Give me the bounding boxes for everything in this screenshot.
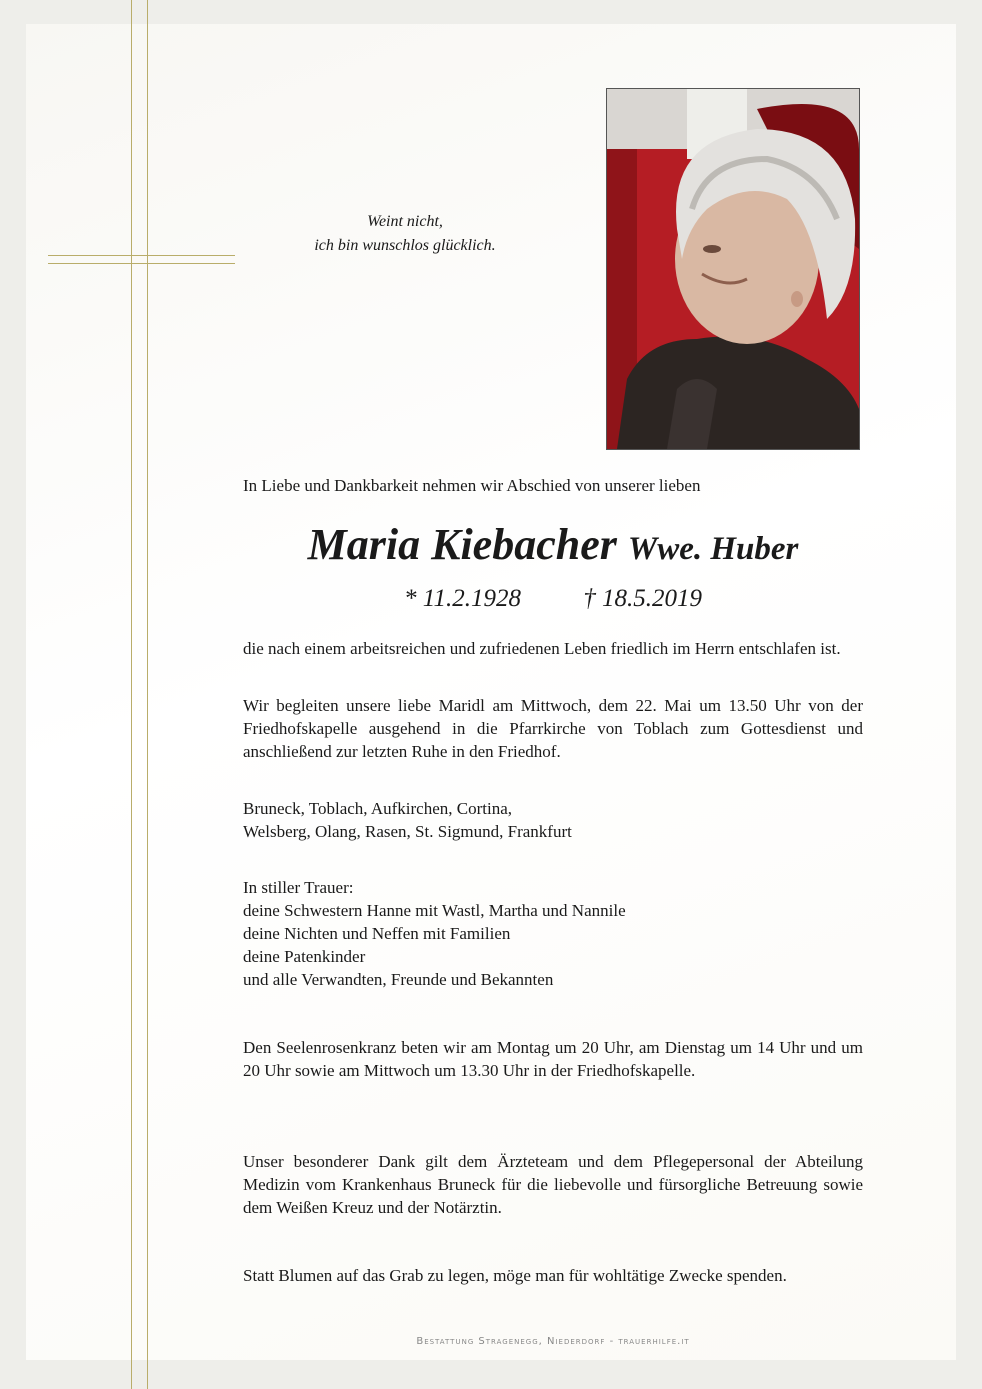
deceased-full-name: Maria Kiebacher [307, 520, 617, 569]
deceased-name [243, 517, 863, 577]
places-line: Welsberg, Olang, Rasen, St. Sigmund, Frankfurt [243, 822, 572, 841]
cross-intersection [132, 256, 147, 263]
portrait-image [607, 89, 859, 449]
deceased-name-suffix: Wwe. Huber [627, 531, 799, 567]
motto-line: Weint nicht, [367, 213, 443, 230]
footer-credit: Bestattung Stragenegg, Niederdorf - trauerhilfe.it [416, 1336, 690, 1347]
birth-date: * 11.2.1928 [404, 585, 521, 612]
mourners-line: und alle Verwandten, Freunde und Bekannten [243, 970, 554, 989]
portrait-photo [606, 88, 860, 450]
cross-vertical-line [147, 0, 148, 1389]
mourners-line: deine Nichten und Neffen mit Familien [243, 924, 511, 943]
cross-horizontal-line [48, 263, 235, 264]
motto-line: ich bin wunschlos glücklich. [314, 237, 496, 254]
paragraph-thanks: Unser besonderer Dank gilt dem Ärzteteam und dem Pflegepersonal der Abteilung Medizin vom Krankenhaus Bruneck für die liebevolle und fürsorgliche Betreuung sowie dem Weißen Kreuz und der Notärztin. [243, 1152, 863, 1217]
death-date: † 18.5.2019 [583, 585, 702, 612]
intro-text: In Liebe und Dankbarkeit nehmen wir Abschied von unserer lieben [243, 476, 701, 495]
places-line: Bruneck, Toblach, Aufkirchen, Cortina, [243, 799, 513, 818]
mourners-line: deine Patenkinder [243, 947, 366, 966]
mourners-line: In stiller Trauer: [243, 878, 354, 897]
places-list [243, 797, 863, 843]
life-dates [243, 583, 863, 615]
paragraph-passing: die nach einem arbeitsreichen und zufriedenen Leben friedlich im Herrn entschlafen ist. [243, 639, 841, 658]
cross-vertical-line [131, 0, 132, 1389]
motto-quote [290, 210, 520, 258]
paragraph-rosary: Den Seelenrosenkranz beten wir am Montag um 20 Uhr, am Dienstag um 14 Uhr und um 20 Uhr sowie am Mittwoch um 13.30 Uhr in der Friedhofskapelle. [243, 1038, 863, 1080]
mourners-list [243, 876, 863, 991]
paragraph-flowers: Statt Blumen auf das Grab zu legen, möge man für wohltätige Zwecke spenden. [243, 1266, 787, 1285]
paragraph-funeral: Wir begleiten unsere liebe Maridl am Mittwoch, dem 22. Mai um 13.50 Uhr von der Friedhofskapelle ausgehend in die Pfarrkirche von Toblach zum Gottesdienst und anschließend zur letzten Ruhe in den Friedhof. [243, 696, 863, 761]
mourners-line: deine Schwestern Hanne mit Wastl, Martha und Nannile [243, 901, 626, 920]
